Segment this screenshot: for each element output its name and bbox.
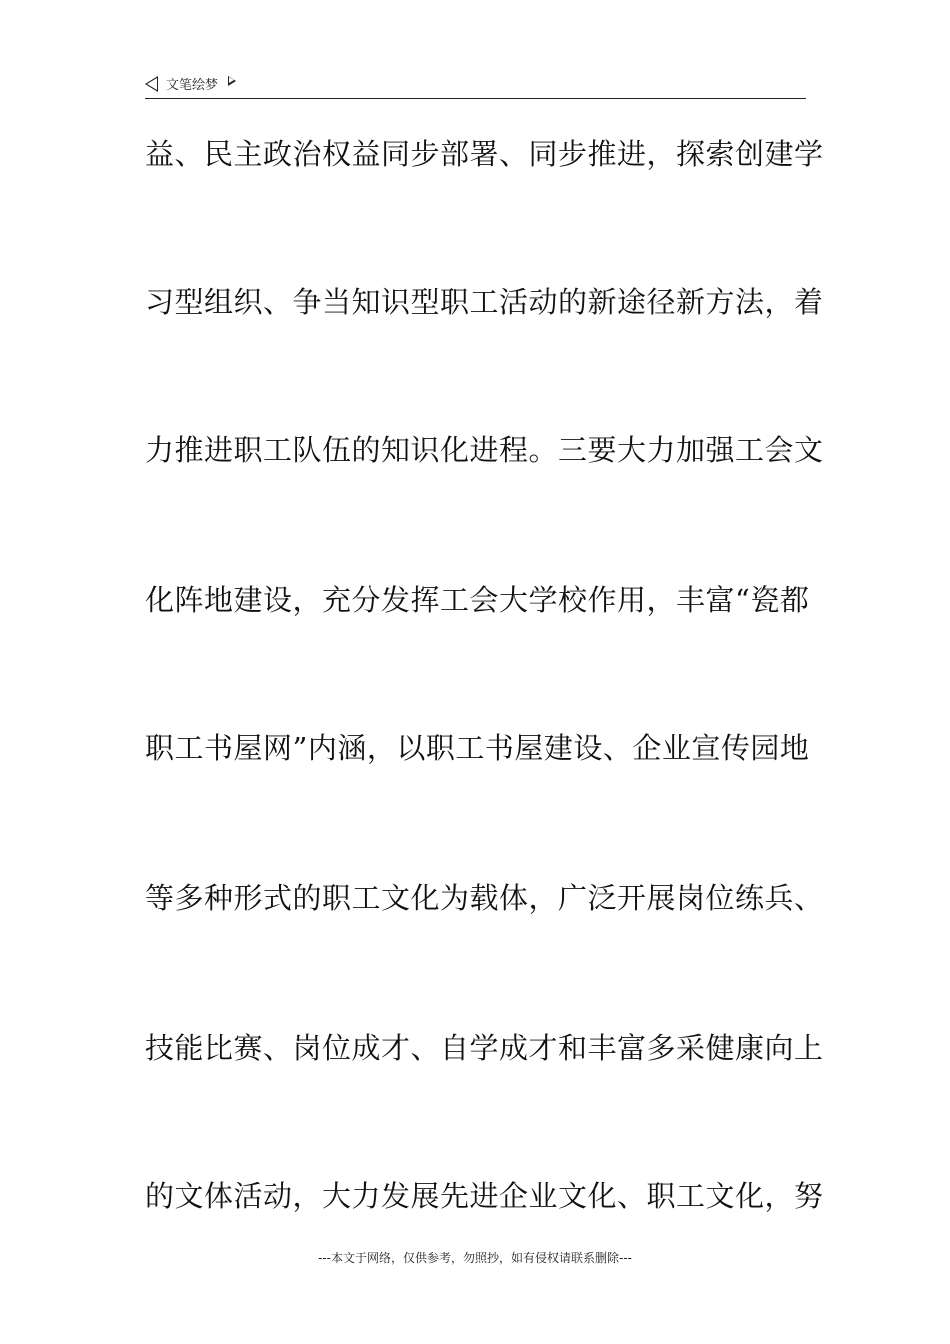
text-line: 职工书屋网”内涵，以职工书屋建设、企业宣传园地 xyxy=(145,731,810,765)
triangle-right-icon xyxy=(228,76,236,86)
text-line: 益、民主政治权益同步部署、同步推进，探索创建学 xyxy=(145,137,824,171)
footer-notice: ---本文于网络，仅供参考，勿照抄，如有侵权请联系删除--- xyxy=(318,1251,632,1265)
text-line: 等多种形式的职工文化为载体，广泛开展岗位练兵、 xyxy=(145,881,824,915)
triangle-left-icon xyxy=(145,76,158,92)
text-line: 力推进职工队伍的知识化进程。三要大力加强工会文 xyxy=(145,433,824,467)
text-line: 习型组织、争当知识型职工活动的新途径新方法，着 xyxy=(145,285,824,319)
header-title-group xyxy=(145,74,236,93)
text-line: 技能比赛、岗位成才、自学成才和丰富多采健康向上 xyxy=(145,1031,824,1065)
text-line: 化阵地建设，充分发挥工会大学校作用，丰富“瓷都 xyxy=(145,583,810,617)
text-line: 的文体活动，大力发展先进企业文化、职工文化，努 xyxy=(145,1179,824,1213)
page-header xyxy=(145,72,806,99)
header-title: 文笔绘梦 xyxy=(166,78,219,93)
